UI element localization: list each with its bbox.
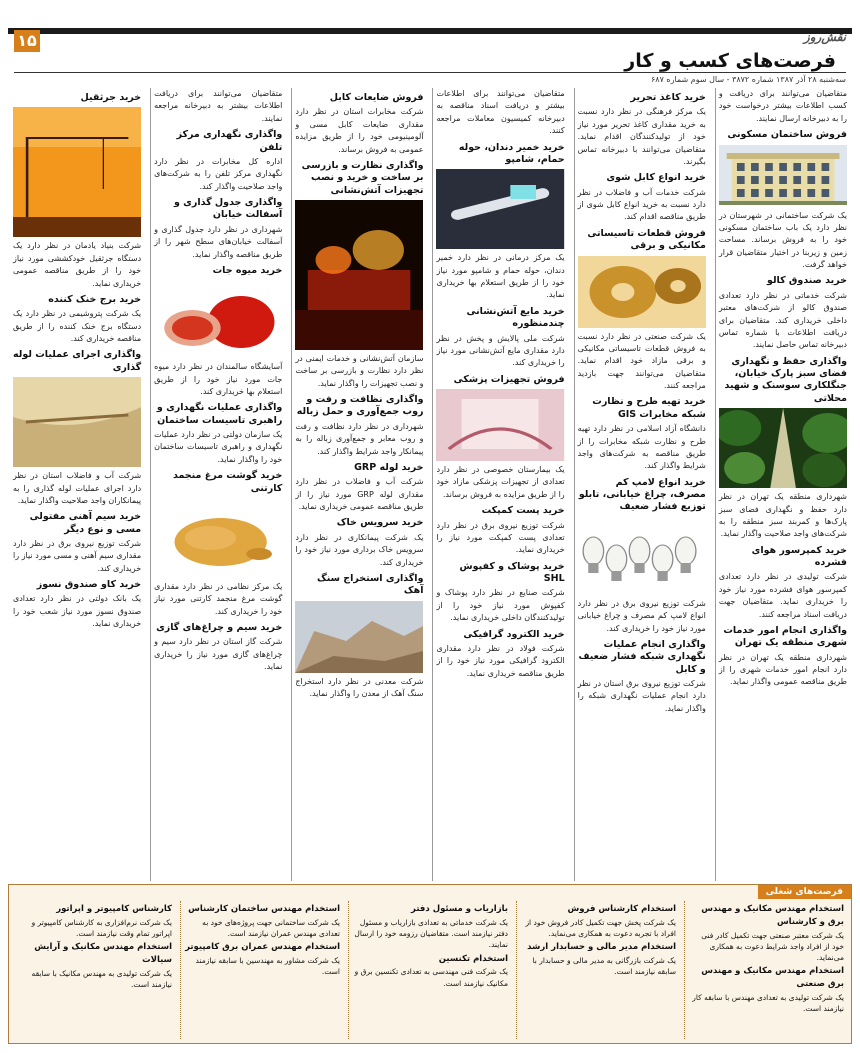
forest-photo: [719, 408, 847, 488]
article-headline: خرید پوشاک و کفپوش SHL: [459, 560, 565, 585]
article-headline: خرید جرثقیل: [80, 92, 142, 103]
job-headline: استخدام تکنسین: [438, 953, 508, 964]
article-body: اداره کل مخابرات در نظر دارد نگهداری مرکز تلفن را به شرکت‌های واجد صلاحیت واگذار کند.: [154, 156, 283, 191]
issue-line: سه‌شنبه ۲۸ آذر ۱۳۸۷ شماره ۳۸۷۲ - سال سوم شماره ۶۸۷: [14, 72, 846, 86]
newspaper-name: نقش‌روز: [803, 30, 846, 44]
article-body: شرکت بنیاد یادمان در نظر دارد یک دستگاه جرثقیل خودکششی مورد نیاز خود را از طریق مناقصه عمومی خریداری نماید.: [12, 241, 142, 288]
job-body: یک شرکت خدماتی به تعدادی بازاریاب و مسئول دفتر نیازمند است. متقاضیان رزومه خود را ارسال نمایند.: [354, 917, 508, 950]
article-body: شرکت خدماتی در نظر دارد تعدادی صندوق کالو از شرکت‌های معتبر داخلی خریداری کند. متقاضیان برای دریافت اطلاعات با شماره تماس دبیرخانه تماس حاصل نمایند.: [718, 290, 847, 350]
jobs-column-2: [516, 901, 679, 1039]
article-body: یک مرکز فرهنگی در نظر دارد نسبت به خرید مقداری کاغذ تحریر مورد نیاز خود از تولیدکنندگان اقدام نماید. متقاضیان می‌توانند با دبیرخانه تماس بگیرند.: [577, 107, 706, 166]
job-headline: استخدام مهندس مکانیک و مهندس برق و کارشناس: [701, 904, 844, 927]
job-headline: استخدام مدیر مالی و حسابدار ارشد: [527, 942, 676, 953]
jobs-box-label: فرصت‌های شغلی: [758, 885, 851, 899]
article-headline: واگذاری انجام عملیات نگهداری شبکه فشار ضعیف و کابل: [578, 638, 706, 675]
job-body: یک شرکت نرم‌افزاری به کارشناس کامپیوتر و اپراتور تمام وقت نیازمند است.: [31, 917, 172, 938]
article-headline: خرید سیم آهنی مفتولی مسی و نوع دیگر: [29, 511, 142, 535]
pipe-photo: [13, 377, 141, 467]
article-body: دانشگاه آزاد اسلامی در نظر دارد تهیه طرح و نظارت شبکه مخابرات را از طریق مناقصه به شرکت‌های واجد شرایط واگذار کند.: [577, 424, 706, 471]
chicken-photo: [154, 498, 282, 578]
article-headline: واگذاری حفظ و نگهداری فضای سبز پارک خیابان، جنگلکاری سوسنک و شهید محلاتی: [724, 355, 847, 404]
job-headline: بازاریاب و مسئول دفتر: [411, 904, 508, 914]
article-headline: خرید الکترود گرافیکی: [463, 628, 565, 640]
column-1: [715, 88, 850, 881]
article-body: شرکت معدنی در نظر دارد استخراج سنگ آهک از معدن را واگذار نماید.: [295, 676, 424, 699]
article-body: یک بانک دولتی در نظر دارد تعدادی صندوق نسوز مورد نیاز شعب خود را خریداری نماید.: [12, 594, 142, 629]
article-headline: خرید پست کمپکت: [481, 505, 565, 517]
jobs-box: [8, 884, 852, 1044]
article-body: شرکت توزیع نیروی برق در نظر دارد تعدادی پست کمپکت مورد نیاز را خریداری نماید.: [436, 520, 565, 555]
job-headline: استخدام مهندس مکانیک و مهندس برق صنعتی: [701, 966, 844, 989]
article-body: شهرداری در نظر دارد نظافت و رفت و روب معابر و جمع‌آوری زباله را به پیمانکار واجد شرایط واگذار کند.: [295, 421, 424, 456]
article-headline: خرید صندوق کالو: [767, 275, 847, 287]
job-body: یک شرکت تولیدی به تعدادی مهندس با سابقه کار نیازمند است.: [692, 992, 844, 1013]
article-headline: خرید لوله GRP: [354, 461, 424, 473]
lamps-photo: [578, 517, 706, 595]
article-headline: خرید مایع آتش‌نشانی چندمنظوره: [466, 305, 565, 330]
article-body: شرکت مخابرات استان در نظر دارد مقداری ضایعات کابل مسی و آلومینیومی خود را از طریق مزایده عمومی به فروش برساند.: [295, 107, 424, 154]
job-body: یک شرکت ساختمانی جهت پروژه‌های خود به تعدادی مهندس عمران نیازمند است.: [202, 917, 340, 938]
article-headline: واگذاری جدول گذاری و آسفالت خیابان: [173, 197, 283, 221]
medical-photo: [436, 389, 564, 461]
article-headline: فروش ضایعات کابل: [329, 92, 424, 103]
article-headline: واگذاری نظافت و رفت و روب جمع‌آوری و حمل زباله: [296, 394, 424, 418]
article-body: یک بیمارستان خصوصی در نظر دارد تعدادی از تجهیزات پزشکی مازاد خود را از طریق مزایده به فروش برساند.: [436, 465, 565, 499]
page-title: فرصت‌های کسب و کار: [624, 50, 836, 72]
jobs-column-3: [348, 901, 511, 1039]
article-headline: خرید انواع کابل شوی: [606, 172, 706, 184]
article-body: شرکت آب و فاضلاب در نظر دارد مقداری لوله GRP مورد نیاز را از طریق مناقصه عمومی خریداری نماید.: [295, 477, 424, 512]
article-headline: واگذاری عملیات نگهداری و راهبری تاسیسات ساختمان: [156, 402, 283, 426]
job-headline: استخدام مهندس عمران برق کامپیوتر: [185, 942, 340, 953]
job-body: یک شرکت معتبر صنعتی جهت تکمیل کادر فنی خود از افراد واجد شرایط دعوت به همکاری می‌نماید.: [701, 930, 844, 962]
column-4: [291, 88, 426, 881]
article-body: شرکت توزیع نیروی برق استان در نظر دارد انجام عملیات نگهداری شبکه را واگذار نماید.: [577, 678, 706, 713]
jobs-column-5: [13, 901, 175, 1039]
article-body: متقاضیان می‌توانند برای اطلاعات بیشتر و دریافت اسناد مناقصه به دبیرخانه کمیسیون معاملات مراجعه کنند.: [436, 89, 565, 136]
article-body: شرکت فولاد در نظر دارد مقداری الکترود گرافیکی مورد نیاز خود را از طریق مناقصه خریداری نماید.: [436, 643, 565, 678]
article-headline: خرید کمپرسور هوای فشرده: [751, 544, 847, 569]
article-body: شرکت تولیدی در نظر دارد تعدادی کمپرسور هوای فشرده مورد نیاز خود را خریداری نماید. متقاضیان جهت دریافت اسناد مراجعه کنند.: [718, 572, 847, 619]
article-body: شرکت ملی پالایش و پخش در نظر دارد مقداری مایع آتش‌نشانی مورد نیاز را خریداری کند.: [436, 333, 565, 368]
article-body: یک شرکت صنعتی در نظر دارد نسبت به فروش قطعات تاسیساتی مکانیکی و برقی مازاد خود اقدام نماید. متقاضیان می‌توانند جهت بازدید مراجعه کنند.: [577, 331, 706, 391]
article-body: متقاضیان می‌توانند برای دریافت و کسب اطلاعات بیشتر درخواست خود را به دبیرخانه ارسال نمایند.: [718, 89, 847, 123]
jobs-column-1: [684, 901, 847, 1039]
article-headline: واگذاری نگهداری مرکز تلفن: [176, 129, 283, 153]
article-headline: خرید برج خنک کننده: [48, 293, 142, 305]
article-body: یک شرکت پیمانکاری در نظر دارد سرویس خاک برداری مورد نیاز خود را خریداری کند.: [295, 532, 424, 567]
article-headline: فروش ساختمان مسکونی: [727, 129, 847, 141]
job-headline: استخدام مهندس مکانیک و آرایش سیالات: [34, 942, 172, 965]
top-rule: [8, 28, 852, 34]
fruit-photo: [154, 280, 282, 358]
job-body: یک شرکت پخش جهت تکمیل کادر فروش خود از افراد با تجربه دعوت به همکاری می‌نماید.: [525, 917, 676, 938]
article-body: شرکت خدمات آب و فاضلاب در نظر دارد نسبت به خرید انواع کابل شوی از طریق مناقصه اقدام کند.: [577, 187, 706, 222]
article-body: شرکت توزیع نیروی برق در نظر دارد انواع لامپ کم مصرف و چراغ خیابانی مورد نیاز خود را خریداری کند.: [577, 598, 706, 633]
article-columns: [10, 88, 850, 881]
article-headline: خرید خمیر دندان، حوله حمام، شامپو: [458, 141, 565, 165]
article-body: یک مرکز درمانی در نظر دارد خمیر دندان، حوله حمام و شامپو مورد نیاز خود را از طریق استعلام بها خریداری نماید.: [436, 253, 565, 300]
article-headline: خرید کاغذ تحریر: [630, 92, 706, 103]
job-body: یک شرکت بازرگانی به مدیر مالی و حسابدار با سابقه نیازمند است.: [532, 956, 676, 977]
article-body: یک شرکت ساختمانی در شهرستان در نظر دارد یک باب ساختمان مسکونی خود را به فروش برساند. مساحت زمین و زیربنا در اختیار متقاضیان قرار خواهد گرفت.: [718, 210, 847, 270]
article-body: شهرداری منطقه یک تهران در نظر دارد انجام امور خدمات شهری را از طریق مناقصه عمومی واگذار نماید.: [718, 652, 847, 687]
gears-photo: [578, 256, 706, 328]
article-body: یک سازمان دولتی در نظر دارد عملیات نگهداری و راهبری تاسیسات ساختمان خود را واگذار نماید.: [154, 430, 283, 464]
page-number: ۱۵: [14, 30, 40, 52]
quarry-photo: [295, 601, 423, 673]
crane-photo: [13, 107, 141, 237]
jobs-column-4: [180, 901, 343, 1039]
article-body: شرکت آب و فاضلاب استان در نظر دارد اجرای عملیات لوله گذاری را به پیمانکاران واجد صلاحیت واگذار نماید.: [12, 471, 142, 505]
article-body: شرکت توزیع نیروی برق در نظر دارد مقداری سیم آهنی و مسی مورد نیاز را خریداری کند.: [12, 538, 142, 573]
article-headline: خرید سرویس خاک: [336, 517, 424, 529]
column-2: [574, 88, 709, 881]
article-headline: واگذاری اجرای عملیات لوله گذاری: [13, 349, 142, 373]
article-headline: خرید انواع لامپ کم مصرف، چراغ خیابانی، تابلو توزیع فشار ضعیف: [578, 476, 706, 513]
article-headline: فروش تجهیزات پزشکی: [453, 373, 565, 385]
jobs-columns: [13, 901, 847, 1039]
article-body: شرکت گاز استان در نظر دارد سیم و چراغ‌های گازی مورد نیاز را خریداری نماید.: [154, 637, 283, 672]
article-headline: واگذاری استخراج سنگ آهک: [316, 573, 424, 597]
article-body: شهرداری در نظر دارد جدول گذاری و آسفالت خیابان‌های سطح شهر را از طریق مناقصه واگذار نماید.: [154, 224, 283, 259]
article-body: متقاضیان می‌توانند برای دریافت اطلاعات بیشتر به دبیرخانه مراجعه نمایند.: [154, 89, 283, 123]
article-headline: خرید گوشت مرغ منجمد کارتنی: [172, 470, 283, 494]
article-body: شرکت صنایع در نظر دارد پوشاک و کفپوش مورد نیاز خود را از تولیدکنندگان داخلی خریداری نماید.: [436, 588, 565, 623]
article-body: سازمان آتش‌نشانی و خدمات ایمنی در نظر دارد نظارت و بازرسی بر ساخت و نصب تجهیزات را واگذار نماید.: [295, 353, 424, 388]
article-headline: خرید کاو صندوق نسوز: [36, 579, 142, 591]
article-headline: فروش قطعات تاسیساتی مکانیکی و برقی: [587, 227, 706, 252]
article-headline: واگذاری نظارت و بازرسی بر ساخت و خرید و نصب تجهیزات آتش‌نشانی: [301, 159, 424, 196]
article-body: شهرداری منطقه یک تهران در نظر دارد حفظ و نگهداری فضای سبز پارک‌ها و کمربند سبز منطقه را به شرکت‌های واجد صلاحیت واگذار نماید.: [718, 492, 847, 539]
brush-photo: [436, 169, 564, 249]
building-photo: [719, 145, 847, 207]
fire-photo: [295, 200, 423, 350]
column-3: [432, 88, 567, 881]
job-headline: استخدام کارشناس فروش: [567, 904, 676, 914]
article-headline: واگذاری انجام امور خدمات شهری منطقه یک تهران: [723, 624, 847, 649]
column-5: [150, 88, 285, 881]
article-body: آسایشگاه سالمندان در نظر دارد میوه جات مورد نیاز خود را از طریق استعلام بها خریداری کند.: [154, 362, 283, 397]
job-headline: استخدام مهندس ساختمان کارشناس: [188, 904, 340, 914]
article-headline: خرید میوه جات: [212, 264, 283, 276]
article-headline: خرید تهیه طرح و نظارت شبکه مخابرات GIS: [592, 396, 706, 420]
job-headline: کارشناس کامپیوتر و اپراتور: [56, 904, 172, 914]
article-body: یک مرکز نظامی در نظر دارد مقداری گوشت مرغ منجمد کارتنی مورد نیاز خود را خریداری کند.: [154, 581, 283, 616]
job-body: یک شرکت تولیدی به مهندس مکانیک با سابقه نیازمند است.: [31, 968, 172, 989]
job-body: یک شرکت فنی مهندسی به تعدادی تکنسین برق و مکانیک نیازمند است.: [354, 967, 508, 988]
article-headline: خرید سیم و چراغ‌های گازی: [156, 622, 283, 634]
article-body: یک شرکت پتروشیمی در نظر دارد یک دستگاه برج خنک کننده را از طریق مناقصه خریداری کند.: [12, 309, 142, 344]
column-6: [10, 88, 144, 881]
job-body: یک شرکت مشاور به مهندسین با سابقه نیازمند است.: [195, 956, 340, 977]
